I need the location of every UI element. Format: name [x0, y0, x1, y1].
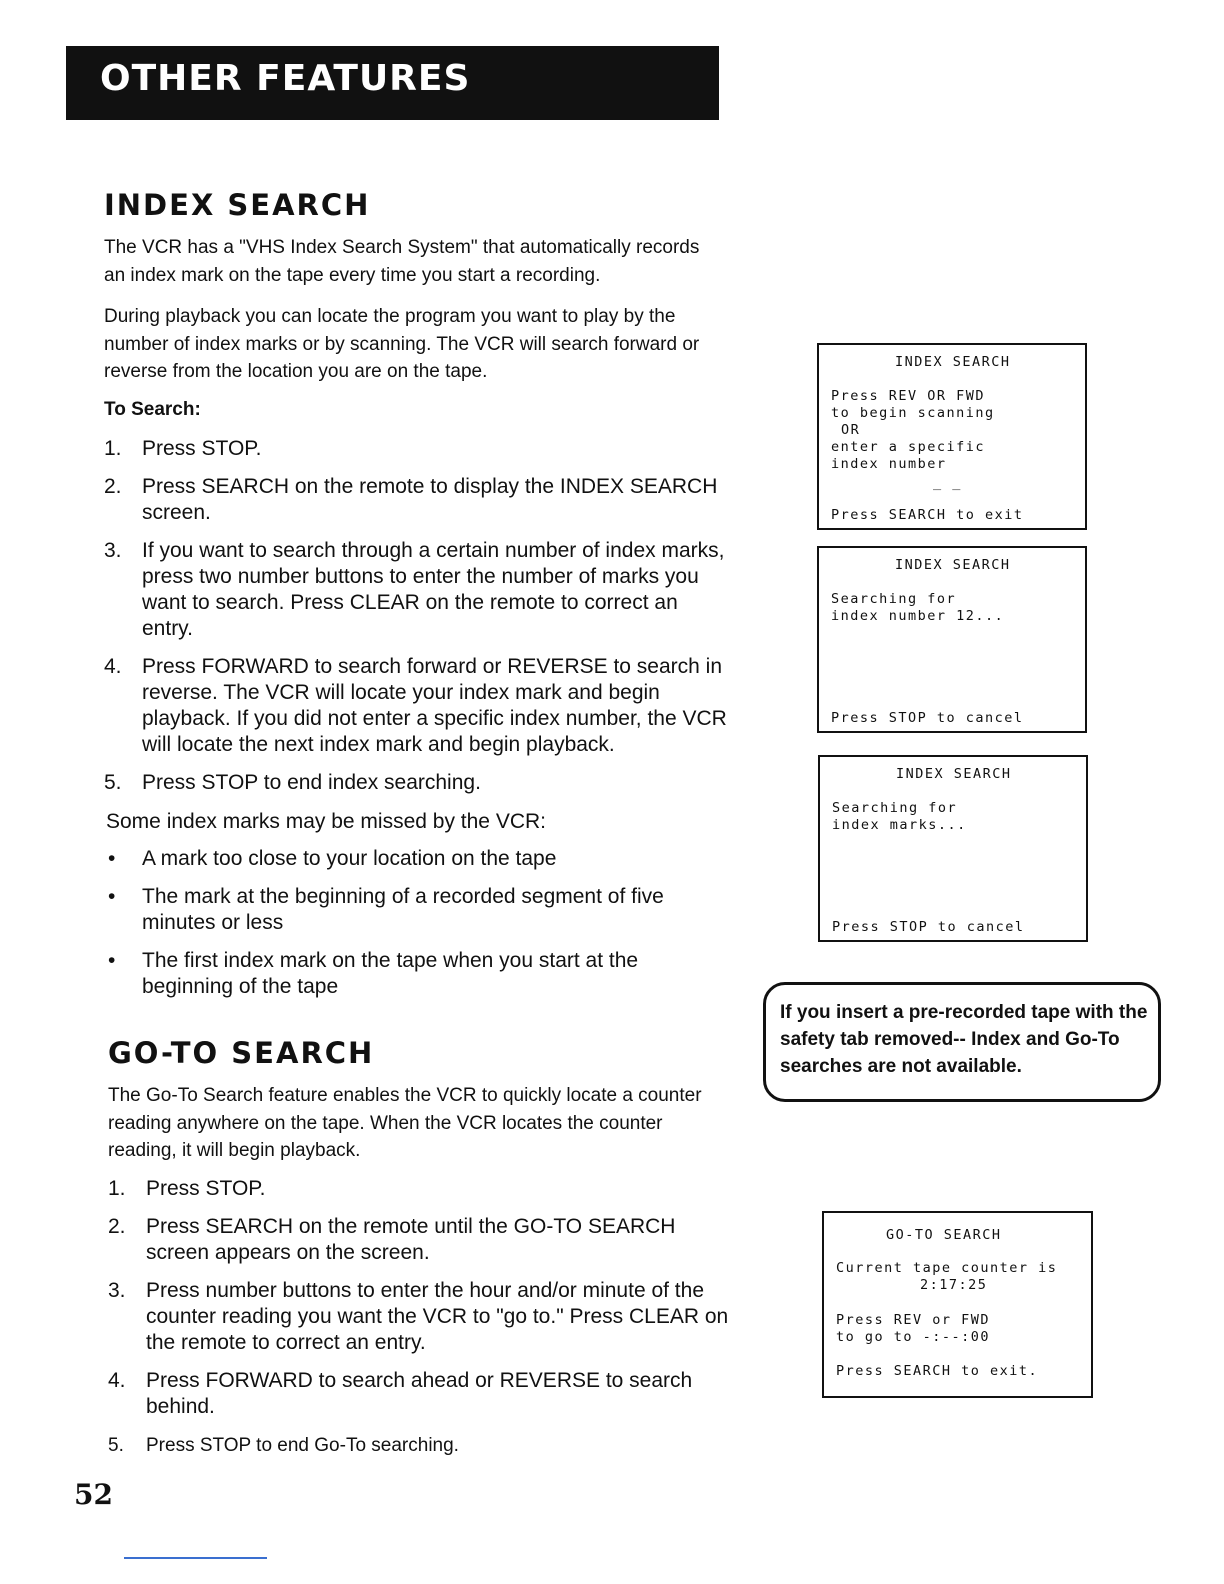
step-text: Press SEARCH on the remote to display the INDEX SEARCH screen. [142, 475, 718, 524]
step-number: 2. [104, 475, 122, 498]
screen-footer: Press SEARCH to exit [831, 507, 1024, 523]
step-number: 2. [108, 1215, 126, 1238]
step-number: 1. [108, 1177, 126, 1200]
index-search-steps [104, 436, 734, 808]
list-item [108, 1176, 738, 1202]
step-text: Press STOP. [142, 437, 262, 460]
goto-search-screen [822, 1211, 1093, 1398]
step-number: 3. [108, 1279, 126, 1302]
goto-search-steps [108, 1176, 738, 1432]
index-search-screen-2 [817, 546, 1087, 733]
step-text: If you want to search through a certain number of index marks, press two number buttons to enter the number of marks you want to search. Press CLEAR on the remote to correct an entry. [142, 539, 725, 640]
step-number: 1. [104, 437, 122, 460]
goto-search-intro: The Go-To Search feature enables the VCR to quickly locate a counter reading anywhere on the tape. When the VCR locates the counter reading, it will begin playback. [108, 1085, 702, 1161]
screen-line: to go to -:--:00 [836, 1329, 991, 1345]
screen-line: index number [831, 456, 947, 472]
step-text: Press number buttons to enter the hour and/or minute of the counter reading you want the VCR to "go to." Press CLEAR on the remote to correct an entry. [146, 1279, 729, 1354]
screen-line: Searching for [831, 591, 957, 607]
bullet-text: The first index mark on the tape when you start at the beginning of the tape [142, 949, 639, 998]
screen-line: Press REV or FWD [836, 1312, 991, 1328]
screen-footer: Press STOP to cancel [832, 919, 1025, 935]
step-text: Press STOP. [146, 1177, 266, 1200]
section-banner [66, 46, 719, 120]
screen-footer: Press SEARCH to exit. [836, 1363, 1039, 1379]
bullet-text: The mark at the beginning of a recorded segment of five minutes or less [142, 885, 664, 934]
list-item [104, 538, 734, 642]
step-text: Press SEARCH on the remote until the GO-TO SEARCH screen appears on the screen. [146, 1215, 676, 1264]
list-item [108, 1433, 738, 1459]
list-item [104, 474, 734, 526]
note-text: If you insert a pre-recorded tape with the safety tab removed-- Index and Go-To searches are not available. [780, 1002, 1148, 1077]
missed-marks-list [104, 846, 734, 1012]
banner-title: OTHER FEATURES [100, 58, 471, 99]
step-number: 4. [104, 655, 122, 678]
list-item [104, 770, 734, 796]
step-text: Press STOP to end index searching. [142, 771, 481, 794]
list-item: • A mark too close to your location on the tape [108, 847, 557, 870]
index-search-intro-1: The VCR has a "VHS Index Search System" that automatically records an index mark on the tape every time you start a recording. [104, 237, 700, 286]
list-item [104, 654, 734, 758]
screen-line: Current tape counter is [836, 1260, 1058, 1276]
list-item [108, 1214, 738, 1266]
safety-tab-note [763, 982, 1161, 1102]
to-search-subheading: To Search: [104, 399, 201, 420]
footer-rule [124, 1557, 267, 1559]
goto-search-step-5 [108, 1433, 738, 1459]
step-text: Press FORWARD to search forward or REVERSE to search in reverse. The VCR will locate your index mark and begin playback. If you did not enter a specific index number, the VCR will locate the next index mark and begin playback. [142, 655, 727, 756]
step-number: 5. [108, 1435, 124, 1456]
screen-title: INDEX SEARCH [895, 354, 1011, 370]
index-search-intro-2: During playback you can locate the program you want to play by the number of index marks or by scanning. The VCR will search forward or reverse from the location you are on the tape. [104, 306, 700, 382]
missed-marks-intro: Some index marks may be missed by the VCR: [106, 810, 546, 833]
screen-line: OR [841, 422, 861, 438]
goto-search-heading: GO-TO SEARCH [108, 1036, 375, 1070]
screen-line: Searching for [832, 800, 958, 816]
index-search-heading: INDEX SEARCH [104, 188, 371, 222]
screen-line: index marks... [832, 817, 967, 833]
step-text: Press FORWARD to search ahead or REVERSE to search behind. [146, 1369, 693, 1418]
tape-counter-value: 2:17:25 [920, 1277, 988, 1293]
step-text: Press STOP to end Go-To searching. [146, 1435, 459, 1456]
screen-title: INDEX SEARCH [895, 557, 1011, 573]
screen-title: INDEX SEARCH [896, 766, 1012, 782]
screen-footer: Press STOP to cancel [831, 710, 1024, 726]
screen-title: GO-TO SEARCH [886, 1227, 1002, 1243]
screen-line: Press REV OR FWD [831, 388, 986, 404]
list-item [104, 436, 734, 462]
step-number: 5. [104, 771, 122, 794]
screen-line: enter a specific [831, 439, 986, 455]
step-number: 3. [104, 539, 122, 562]
step-number: 4. [108, 1369, 126, 1392]
screen-line: index number 12... [831, 608, 1005, 624]
index-search-screen-3 [818, 755, 1088, 942]
list-item: • The first index mark on the tape when you start at the beginning of the tape [108, 949, 639, 998]
list-item [108, 1368, 738, 1420]
list-item: • The mark at the beginning of a recorded segment of five minutes or less [108, 885, 664, 934]
index-number-entry: _ _ [933, 475, 962, 491]
index-search-screen-1 [817, 343, 1087, 530]
screen-line: to begin scanning [831, 405, 995, 421]
list-item [108, 1278, 738, 1356]
page-number: 52 [74, 1478, 113, 1511]
bullet-text: A mark too close to your location on the tape [142, 847, 557, 870]
